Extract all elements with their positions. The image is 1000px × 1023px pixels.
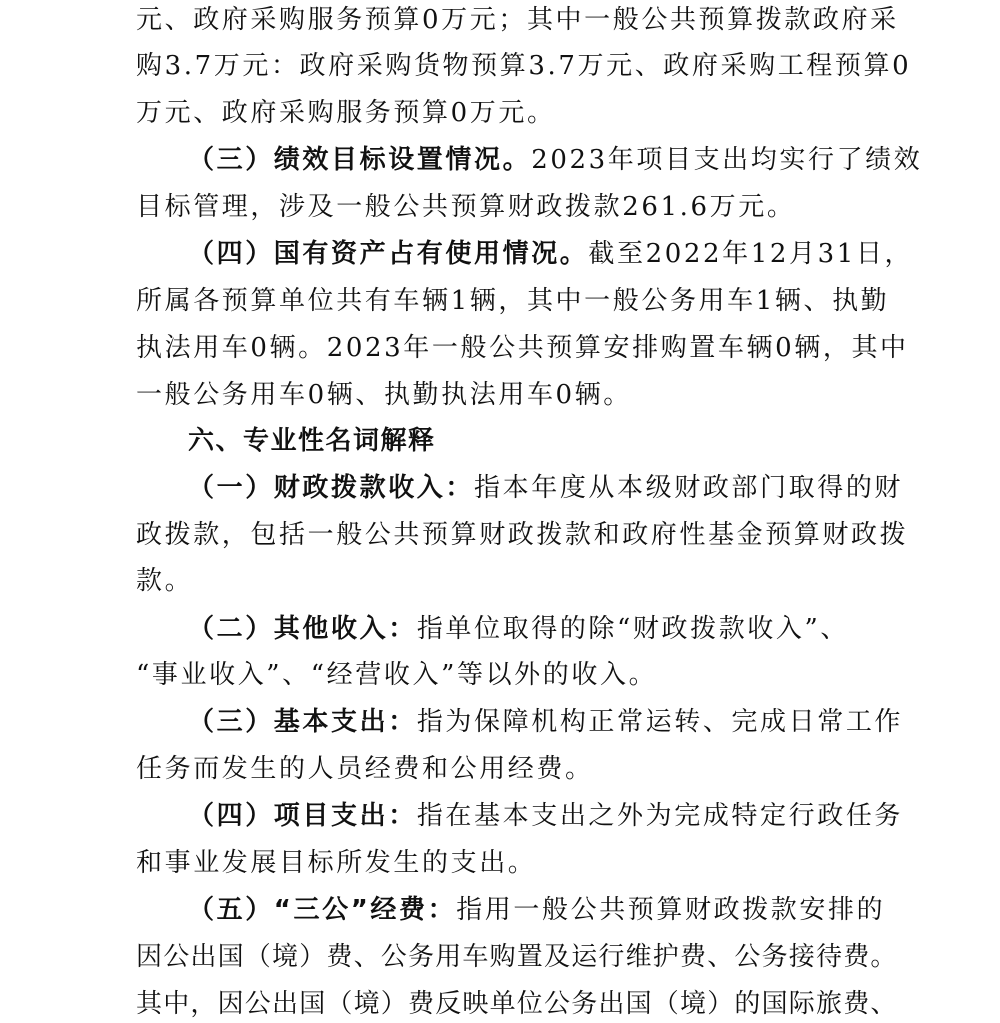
performance-paragraph-line-2: 目标管理，涉及一般公共预算财政拨款261.6万元。 (136, 192, 796, 222)
procurement-text-line-3: 万元、政府采购服务预算0万元。 (136, 98, 556, 128)
assets-paragraph-line-3: 执法用车0辆。2023年一般公共预算安排购置车辆0辆，其中 (136, 333, 909, 363)
definition-1-heading: （一）财政拨款收入： (188, 473, 475, 503)
definition-5-text: 指用一般公共预算财政拨款安排的 (456, 895, 886, 925)
section-6-title: 六、专业性名词解释 (188, 426, 436, 456)
assets-text: 截至2022年12月31日， (588, 239, 914, 269)
definition-4-line-2: 和事业发展目标所发生的支出。 (136, 848, 537, 878)
definition-2-line-2: “事业收入”、“经营收入”等以外的收入。 (136, 660, 658, 690)
assets-paragraph-line-4: 一般公务用车0辆、执勤执法用车0辆。 (136, 380, 632, 410)
assets-heading: （四）国有资产占有使用情况。 (188, 239, 589, 269)
definition-5-line-3: 其中，因公出国（境）费反映单位公务出国（境）的国际旅费、 (136, 989, 898, 1019)
definition-5-line-2: 因公出国（境）费、公务用车购置及运行维护费、公务接待费。 (136, 942, 898, 972)
definition-2-text: 指单位取得的除“财政拨款收入”、 (416, 614, 849, 644)
performance-heading: （三）绩效目标设置情况。 (188, 145, 532, 175)
definition-4-line-1 (188, 800, 903, 832)
definition-3-line-2: 任务而发生的人员经费和公用经费。 (136, 754, 594, 784)
definition-5-line-1 (188, 894, 885, 926)
definition-1-line-3: 款。 (136, 566, 194, 596)
assets-paragraph-line-2: 所属各预算单位共有车辆1辆，其中一般公务用车1辆、执勤 (136, 286, 890, 316)
definition-1-line-1 (188, 472, 903, 504)
performance-paragraph-line-1 (188, 144, 922, 176)
definition-3-heading: （三）基本支出： (188, 707, 417, 737)
definition-3-text: 指为保障机构正常运转、完成日常工作 (416, 707, 904, 737)
definition-3-line-1 (188, 706, 903, 738)
definition-1-text: 指本年度从本级财政部门取得的财 (474, 473, 904, 503)
definition-4-text: 指在基本支出之外为完成特定行政任务 (416, 801, 904, 831)
definition-5-heading: （五）“三公”经费： (188, 895, 457, 925)
assets-paragraph-line-1 (188, 238, 913, 270)
procurement-text-line-2: 购3.7万元：政府采购货物预算3.7万元、政府采购工程预算0 (136, 51, 912, 81)
procurement-text-line-1: 元、政府采购服务预算0万元；其中一般公共预算拨款政府采 (136, 5, 899, 35)
definition-2-line-1 (188, 613, 849, 645)
definition-4-heading: （四）项目支出： (188, 801, 417, 831)
definition-1-line-2: 政拨款，包括一般公共预算财政拨款和政府性基金预算财政拨 (136, 520, 909, 550)
performance-text: 2023年项目支出均实行了绩效 (531, 145, 923, 175)
definition-2-heading: （二）其他收入： (188, 614, 417, 644)
